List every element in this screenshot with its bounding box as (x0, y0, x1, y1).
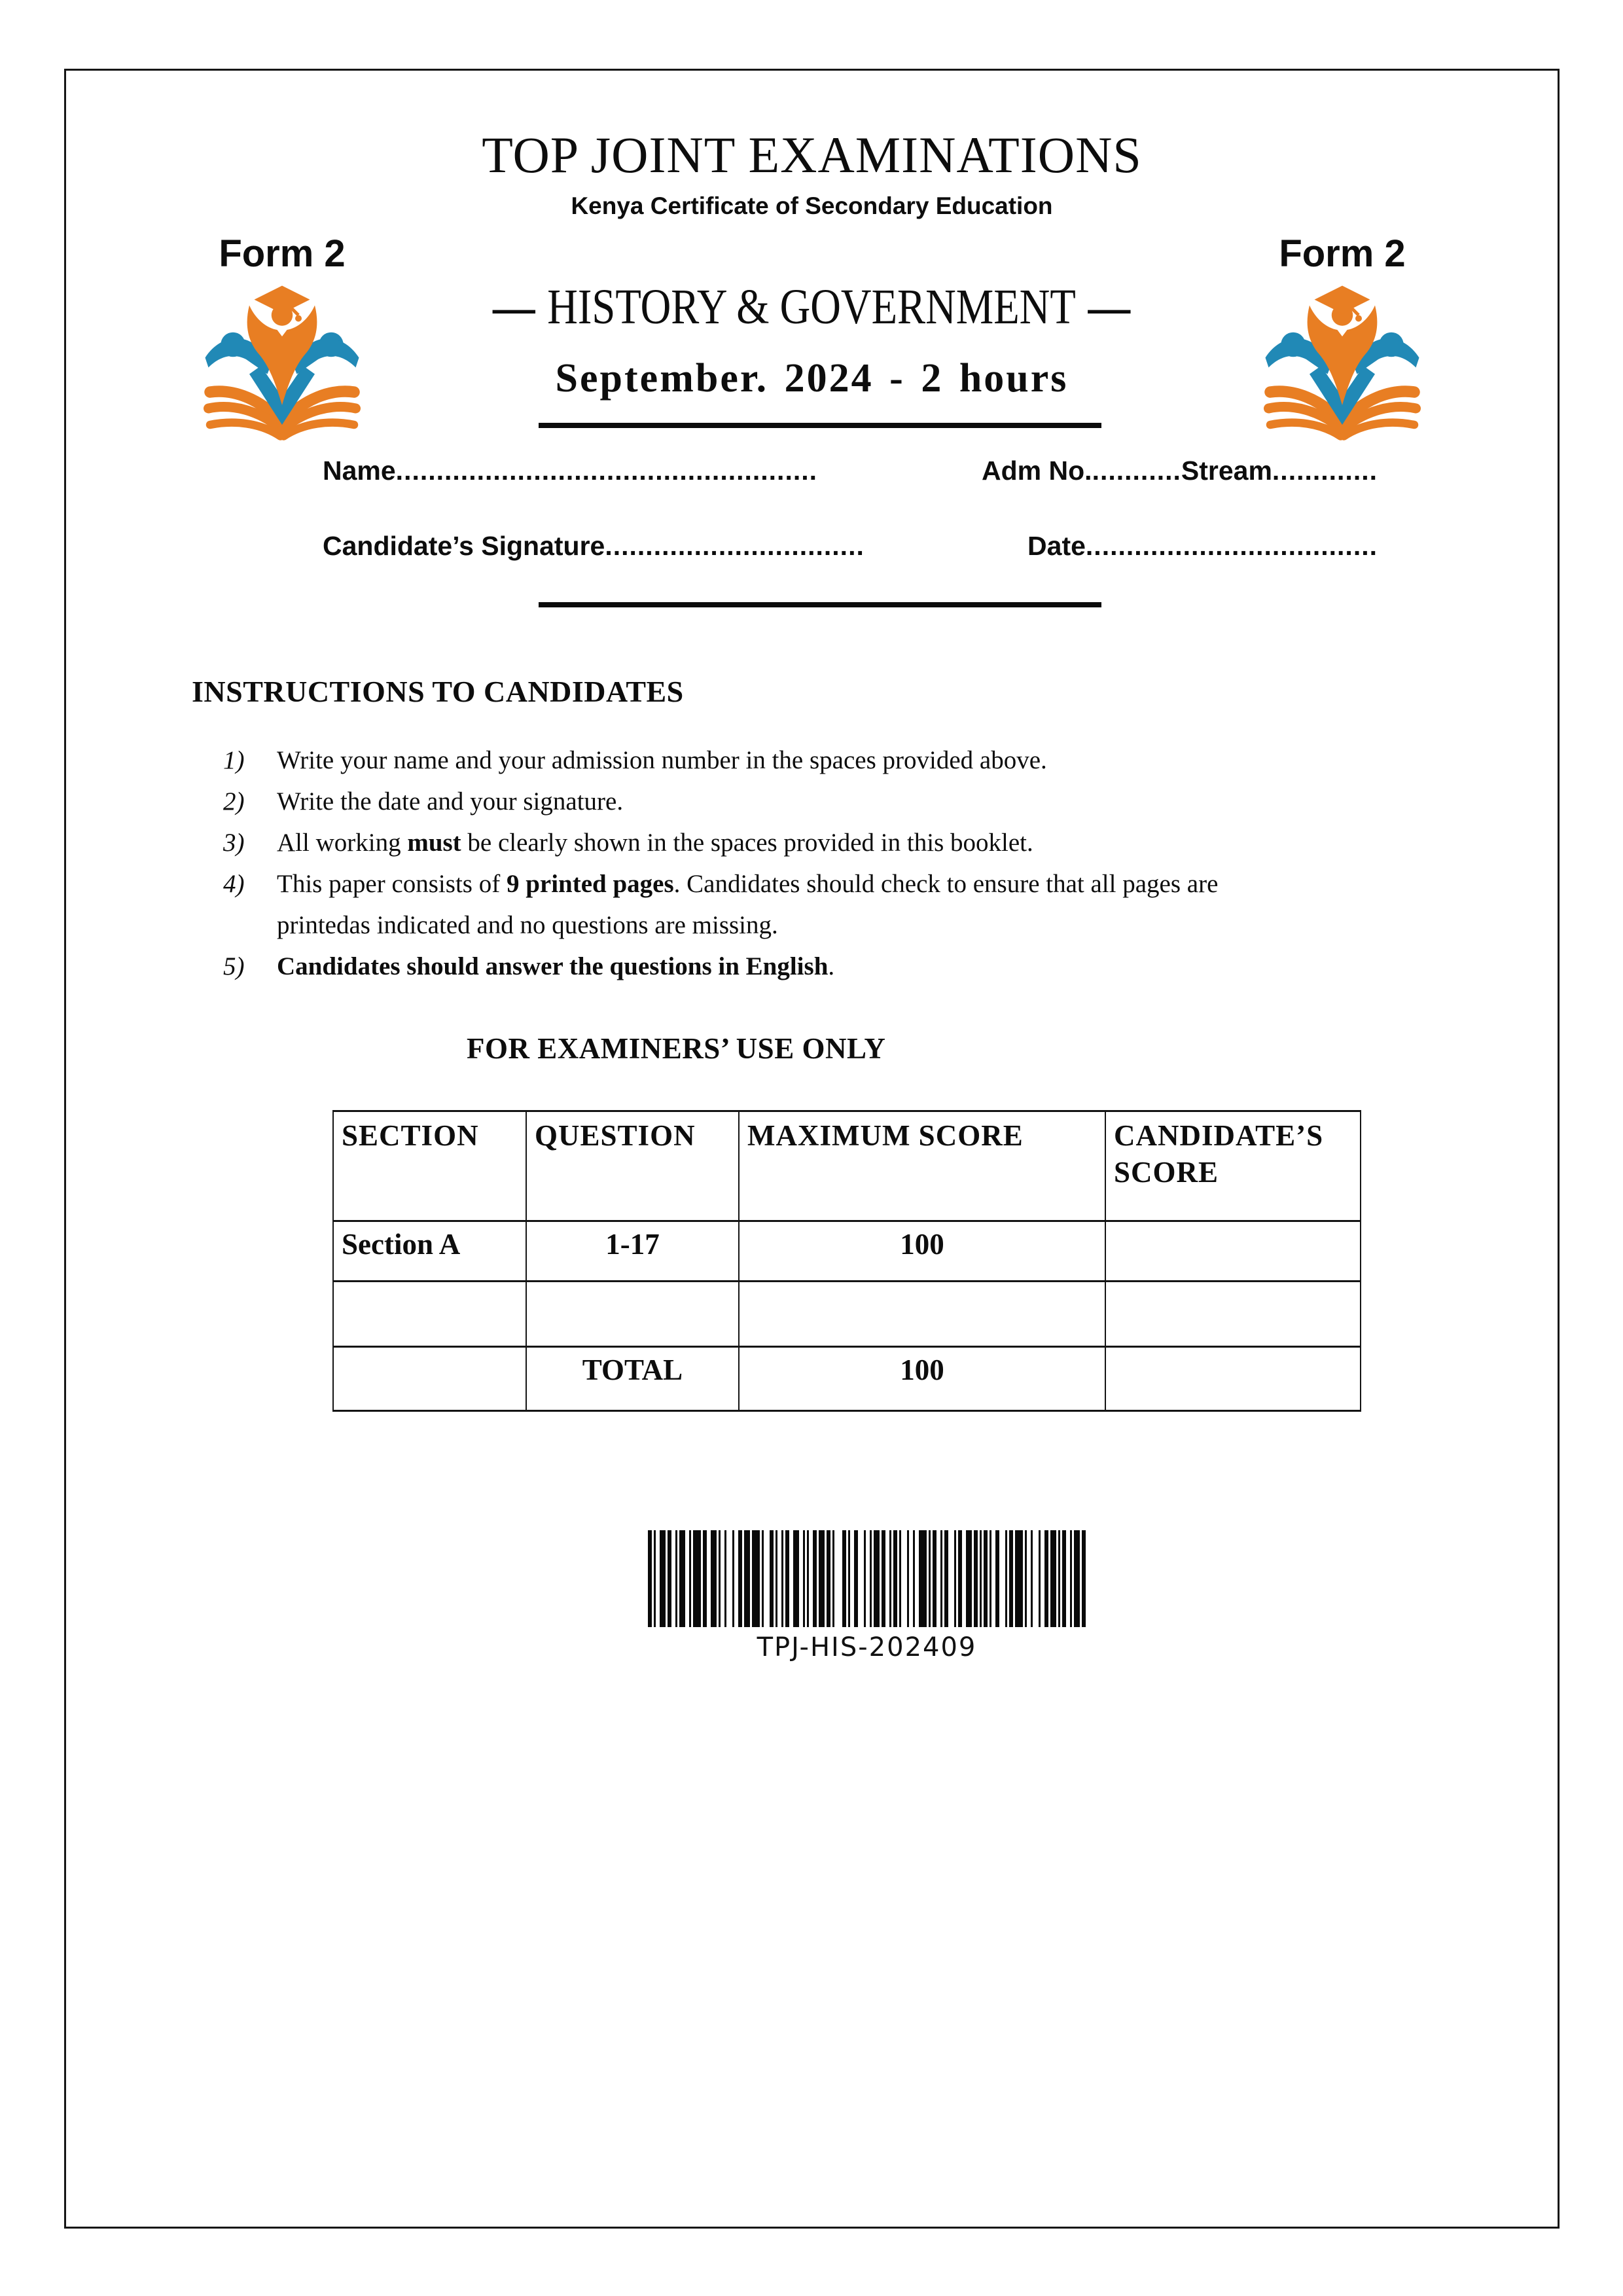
cell-section (333, 1282, 526, 1347)
cell-question (526, 1282, 739, 1347)
cell-candidate-score (1105, 1221, 1361, 1282)
examiner-table-header-row (333, 1111, 1361, 1221)
instruction-number: 2) (223, 787, 245, 816)
table-row-section-a (333, 1221, 1361, 1282)
cell-section: Section A (333, 1221, 526, 1282)
exam-subtitle: Kenya Certificate of Secondary Education (571, 192, 1053, 219)
cell-candidate-score (1105, 1282, 1361, 1347)
signature-dotted-line: ................................ (605, 531, 865, 561)
masthead (66, 126, 1558, 220)
instruction-text: Candidates should answer the questions in English. (277, 952, 835, 980)
name-dotted-line: .................................................... (395, 456, 818, 486)
instruction-item-2 (223, 781, 1248, 822)
instruction-item-5 (223, 946, 1248, 987)
field-row-signature (323, 531, 1378, 562)
instruction-number: 1) (223, 746, 245, 774)
candidate-fields (323, 456, 1378, 562)
stream-dotted-line: ............. (1272, 456, 1378, 486)
header-maximum-score: MAXIMUM SCORE (739, 1111, 1105, 1221)
header-candidate-score: CANDIDATE’S SCORE (1105, 1111, 1361, 1221)
examiner-heading: FOR EXAMINERS’ USE ONLY (467, 1032, 886, 1065)
dash-left: — (493, 279, 536, 334)
barcode-label: TPJ-HIS-202409 (757, 1632, 977, 1662)
examiner-table (332, 1110, 1361, 1412)
instruction-text: This paper consists of 9 printed pages. Candidates should check to ensure that all pages are printedas indicated and no questions are missing. (277, 870, 1219, 939)
session-line: September. 2024 - 2 hours (555, 356, 1069, 401)
adm-no-dotted-line: ........... (1092, 456, 1181, 486)
instruction-number: 4) (223, 870, 245, 898)
cell-question: 1-17 (526, 1221, 739, 1282)
adm-no-label: Adm No. (982, 456, 1092, 486)
instruction-item-4 (223, 863, 1248, 946)
cell-max-score (739, 1282, 1105, 1347)
subject-title: HISTORY & GOVERNMENT (547, 279, 1077, 334)
paper-border (64, 69, 1560, 2229)
instruction-text: Write your name and your admission number in the spaces provided above. (277, 746, 1047, 774)
signature-label: Candidate’s Signature (323, 531, 605, 561)
cell-candidate-score (1105, 1347, 1361, 1411)
instruction-item-1 (223, 740, 1248, 781)
adm-stream-field (982, 456, 1378, 486)
dash-right: — (1088, 279, 1131, 334)
barcode (648, 1530, 1086, 1662)
barcode-bars (648, 1530, 1086, 1627)
header-section: SECTION (333, 1111, 526, 1221)
graduation-book-logo-icon (1260, 281, 1424, 444)
field-row-name (323, 456, 1378, 486)
form-label-right: Form 2 (1279, 232, 1406, 275)
instruction-number: 3) (223, 829, 245, 857)
instruction-number: 5) (223, 952, 245, 980)
cell-total-max: 100 (739, 1347, 1105, 1411)
date-label: Date (1027, 531, 1086, 561)
header-question: QUESTION (526, 1111, 739, 1221)
name-field (323, 456, 817, 486)
date-field (1027, 531, 1378, 562)
name-label: Name (323, 456, 396, 486)
graduate-figure-icon (247, 286, 317, 406)
stream-label: Stream (1181, 456, 1272, 486)
form-label-left: Form 2 (219, 232, 346, 275)
cell-hidden (333, 1347, 526, 1411)
graduation-book-logo-icon (200, 281, 364, 444)
cell-total-label: TOTAL (526, 1347, 739, 1411)
instruction-text: All working must be clearly shown in the spaces provided in this booklet. (277, 829, 1033, 857)
subject-block (341, 279, 1283, 402)
horizontal-rule-top (539, 423, 1101, 428)
instruction-text: Write the date and your signature. (277, 787, 624, 816)
horizontal-rule-bottom (539, 602, 1101, 607)
instruction-item-3 (223, 822, 1248, 863)
instructions-heading: INSTRUCTIONS TO CANDIDATES (192, 675, 684, 708)
table-row-total (333, 1347, 1361, 1411)
table-row-empty (333, 1282, 1361, 1347)
date-dotted-line: .................................... (1085, 531, 1378, 561)
instructions-list (223, 740, 1248, 987)
cell-max-score: 100 (739, 1221, 1105, 1282)
signature-field (323, 531, 865, 562)
barcode-block (66, 1530, 1558, 1662)
subject-line (481, 279, 1143, 336)
graduate-figure-icon (1308, 286, 1378, 406)
exam-title: TOP JOINT EXAMINATIONS (482, 126, 1142, 183)
